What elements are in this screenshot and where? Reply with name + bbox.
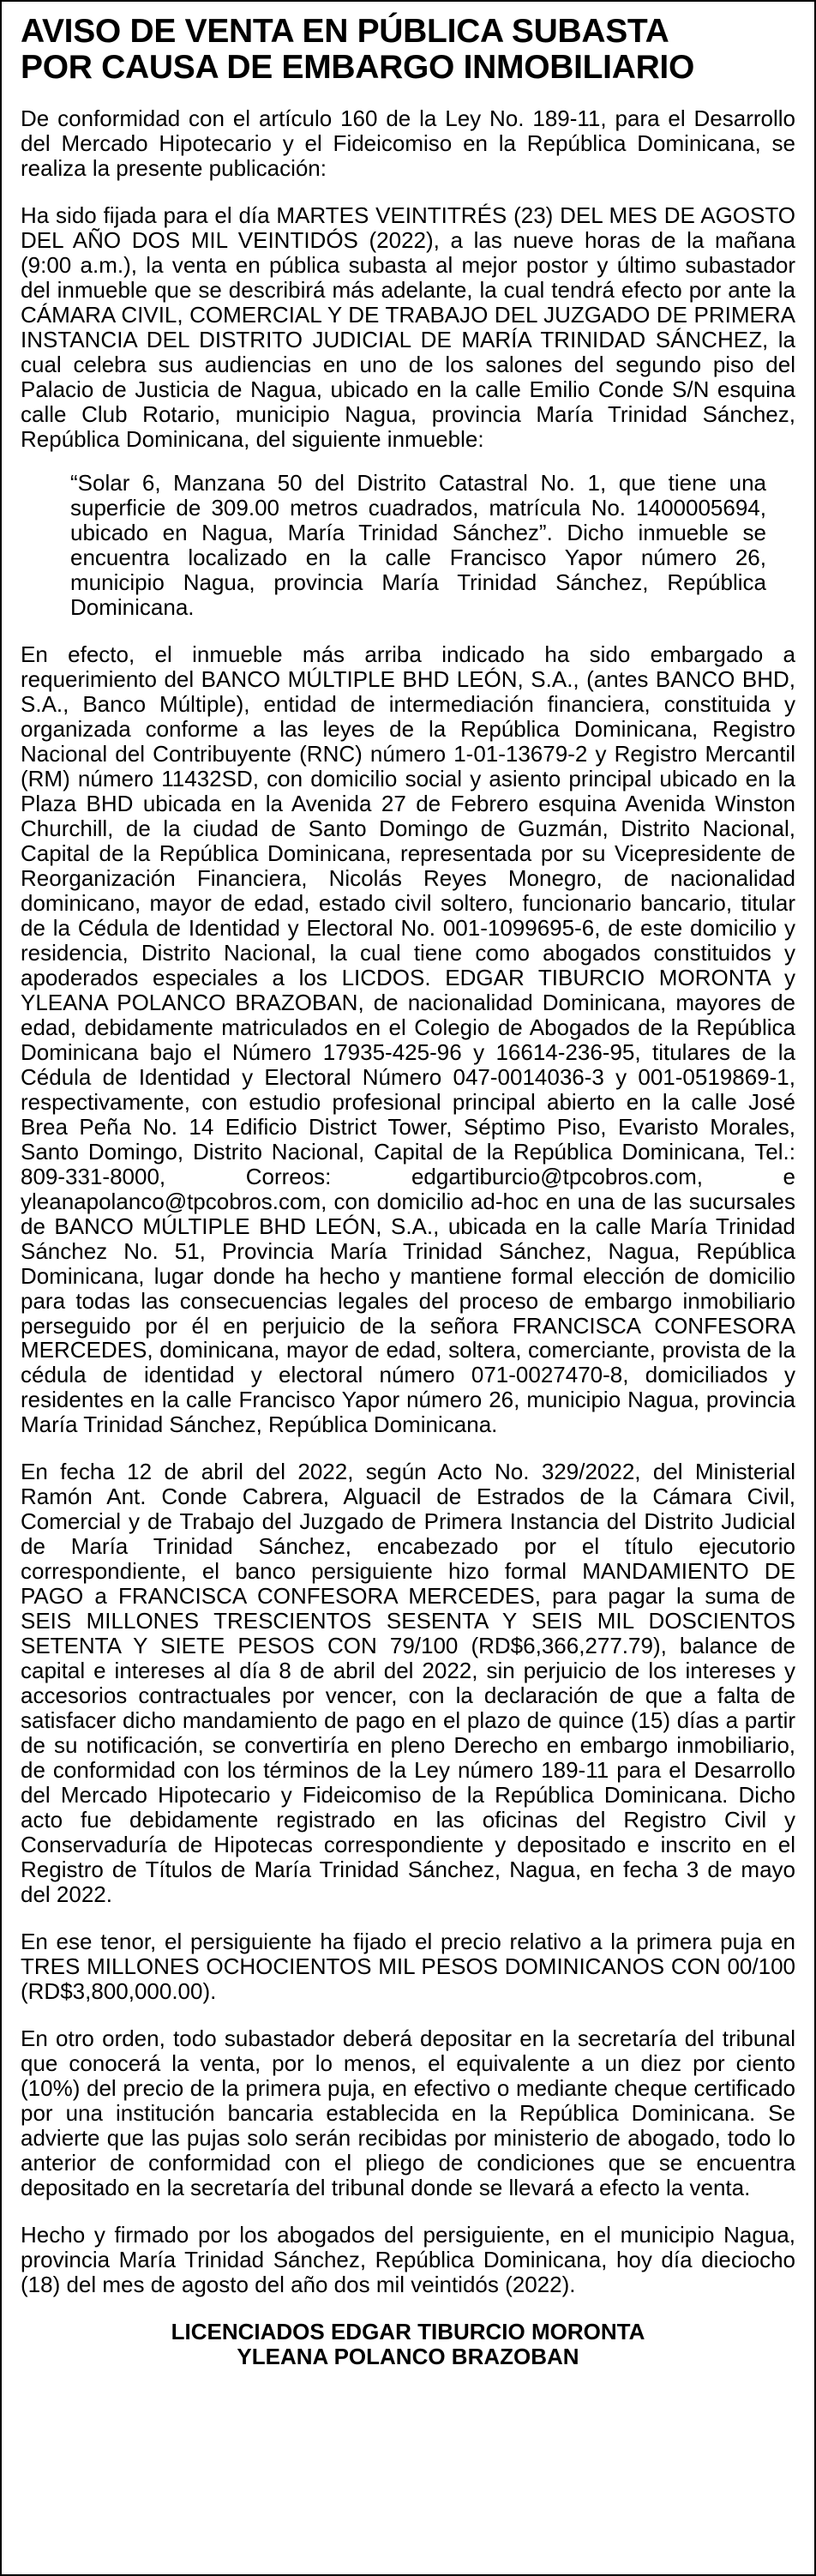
signed-paragraph: Hecho y firmado por los abogados del persiguiente, en el municipio Nagua, provincia María Trinidad Sánchez, República Dominicana, hoy día dieciocho (18) del mes de agosto del año dos mil veintidós (2022). xyxy=(21,2221,795,2297)
first-bid-price-paragraph: En ese tenor, el persiguiente ha fijado el precio relativo a la primera puja en TRES MILLONES OCHOCIENTOS MIL PESOS DOMINICANOS CON 00/100 (RD$3,800,000.00). xyxy=(21,1929,795,2005)
bidder-deposit-paragraph: En otro orden, todo subastador deberá depositar en la secretaría del tribunal que conocerá la venta, por lo menos, el equivalente a un diez por ciento (10%) del precio de la primera puja, en efectivo o mediante cheque certificado por una institución bancaria establecida en la República Dominicana. Se advierte que las pujas solo serán recibidas por ministerio de abogado, todo lo anterior de conformidad con el pliego de condiciones que se encuentra depositado en la secretaría del tribunal donde se llevará a efecto la venta. xyxy=(21,2025,795,2200)
notice-title xyxy=(21,14,795,86)
signature-line-1: LICENCIADOS EDGAR TIBURCIO MORONTA xyxy=(171,2318,645,2344)
title-line-2: POR CAUSA DE EMBARGO INMOBILIARIO xyxy=(21,49,695,87)
seizure-details-paragraph: En efecto, el inmueble más arriba indicado ha sido embargado a requerimiento del BANCO MÚLTIPLE BHD LEÓN, S.A., (antes BANCO BHD, S.A., Banco Múltiple), entidad de intermediación financiera, constituida y organizada conforme a las leyes de la República Dominicana, Registro Nacional del Contribuyente (RNC) número 1-01-13679-2 y Registro Mercantil (RM) número 11432SD, con domicilio social y asiento principal ubicado en la Plaza BHD ubicada en la Avenida 27 de Febrero esquina Avenida Winston Churchill, de la ciudad de Santo Domingo de Guzmán, Distrito Nacional, Capital de la República Dominicana, representada por su Vicepresidente de Reorganización Financiera, Nicolás Reyes Monegro, de nacionalidad dominicano, mayor de edad, estado civil soltero, funcionario bancario, titular de la Cédula de Identidad y Electoral No. 001-1099695-6, de este domicilio y residencia, Distrito Nacional, la cual tiene como abogados constituidos y apoderados especiales a los LICDOS. EDGAR TIBURCIO MORONTA y YLEANA POLANCO BRAZOBAN, de nacionalidad Dominicana, mayores de edad, debidamente matriculados en el Colegio de Abogados de la República Dominicana bajo el Número 17935-425-96 y 16614-236-95, titulares de la Cédula de Identidad y Electoral Número 047-0014036-3 y 001-0519869-1, respectivamente, con estudio profesional principal abierto en la calle José Brea Peña No. 14 Edificio District Tower, Séptimo Piso, Evaristo Morales, Santo Domingo, Distrito Nacional, Capital de la República Dominicana, Tel.: 809-331-8000, Correos: edgartiburcio@tpcobros.com, e yleanapolanco@tpcobros.com, con domicilio ad-hoc en una de las sucursales de BANCO MÚLTIPLE BHD LEÓN, S.A., ubicada en la calle María Trinidad Sánchez No. 51, Provincia María Trinidad Sánchez, Nagua, República Dominicana, lugar donde ha hecho y mantiene formal elección de domicilio para todas las consecuencias legales del proceso de embargo inmobiliario perseguido por él en perjuicio de la señora FRANCISCA CONFESORA MERCEDES, dominicana, mayor de edad, soltera, comerciante, provista de la cédula de identidad y electoral número 071-0027470-8, domiciliados y residentes en la calle Francisco Yapor número 26, municipio Nagua, provincia María Trinidad Sánchez, República Dominicana. xyxy=(21,641,795,1438)
payment-order-paragraph: En fecha 12 de abril del 2022, según Acto No. 329/2022, del Ministerial Ramón Ant. Conde Cabrera, Alguacil de Estrados de la Cámara Civil, Comercial y de Trabajo del Juzgado de Primera Instancia del Distrito Judicial de María Trinidad Sánchez, encabezado por el título ejecutorio correspondiente, el banco persiguiente hizo formal MANDAMIENTO DE PAGO a FRANCISCA CONFESORA MERCEDES, para pagar la suma de SEIS MILLONES TRESCIENTOS SESENTA Y SEIS MIL DOSCIENTOS SETENTA Y SIETE PESOS CON 79/100 (RD$6,366,277.79), balance de capital e intereses al día 8 de abril del 2022, sin perjuicio de los intereses y accesorios contractuales por vencer, con la declaración de que a falta de satisfacer dicho mandamiento de pago en el plazo de quince (15) días a partir de su notificación, se convertiría en pleno Derecho en embargo inmobiliario, de conformidad con los términos de la Ley número 189-11 para el Desarrollo del Mercado Hipotecario y Fideicomiso de la República Dominicana. Dicho acto fue debidamente registrado en las oficinas del Registro Civil y Conservaduría de Hipotecas correspondiente y depositado e inscrito en el Registro de Títulos de María Trinidad Sánchez, Nagua, en fecha 3 de mayo del 2022. xyxy=(21,1459,795,1908)
property-description-quote: “Solar 6, Manzana 50 del Distrito Catastral No. 1, que tiene una superficie de 309.00 metros cuadrados, matrícula No. 1400005694, ubicado en Nagua, María Trinidad Sánchez”. Dicho inmueble se encuentra localizado en la calle Francisco Yapor número 26, municipio Nagua, provincia María Trinidad Sánchez, República Dominicana. xyxy=(70,470,766,620)
lawyers-signature xyxy=(21,2320,795,2369)
title-line-1: AVISO DE VENTA EN PÚBLICA SUBASTA xyxy=(21,13,669,50)
auction-date-paragraph: Ha sido fijada para el día MARTES VEINTITRÉS (23) DEL MES DE AGOSTO DEL AÑO DOS MIL VEINTIDÓS (2022), a las nueve horas de la mañana (9:00 a.m.), la venta en pública subasta al mejor postor y último subastador del inmueble que se describirá más adelante, la cual tendrá efecto por ante la CÁMARA CIVIL, COMERCIAL Y DE TRABAJO DEL JUZGADO DE PRIMERA INSTANCIA DEL DISTRITO JUDICIAL DE MARÍA TRINIDAD SÁNCHEZ, la cual celebra sus audiencias en uno de los salones del segundo piso del Palacio de Justicia de Nagua, ubicado en la calle Emilio Conde S/N esquina calle Club Rotario, municipio Nagua, provincia María Trinidad Sánchez, República Dominicana, del siguiente inmueble: xyxy=(21,202,795,453)
intro-paragraph: De conformidad con el artículo 160 de la Ley No. 189-11, para el Desarrollo del Mercado Hipotecario y el Fideicomiso en la República Dominicana, se realiza la presente publicación: xyxy=(21,105,795,182)
signature-line-2: YLEANA POLANCO BRAZOBAN xyxy=(237,2344,579,2370)
